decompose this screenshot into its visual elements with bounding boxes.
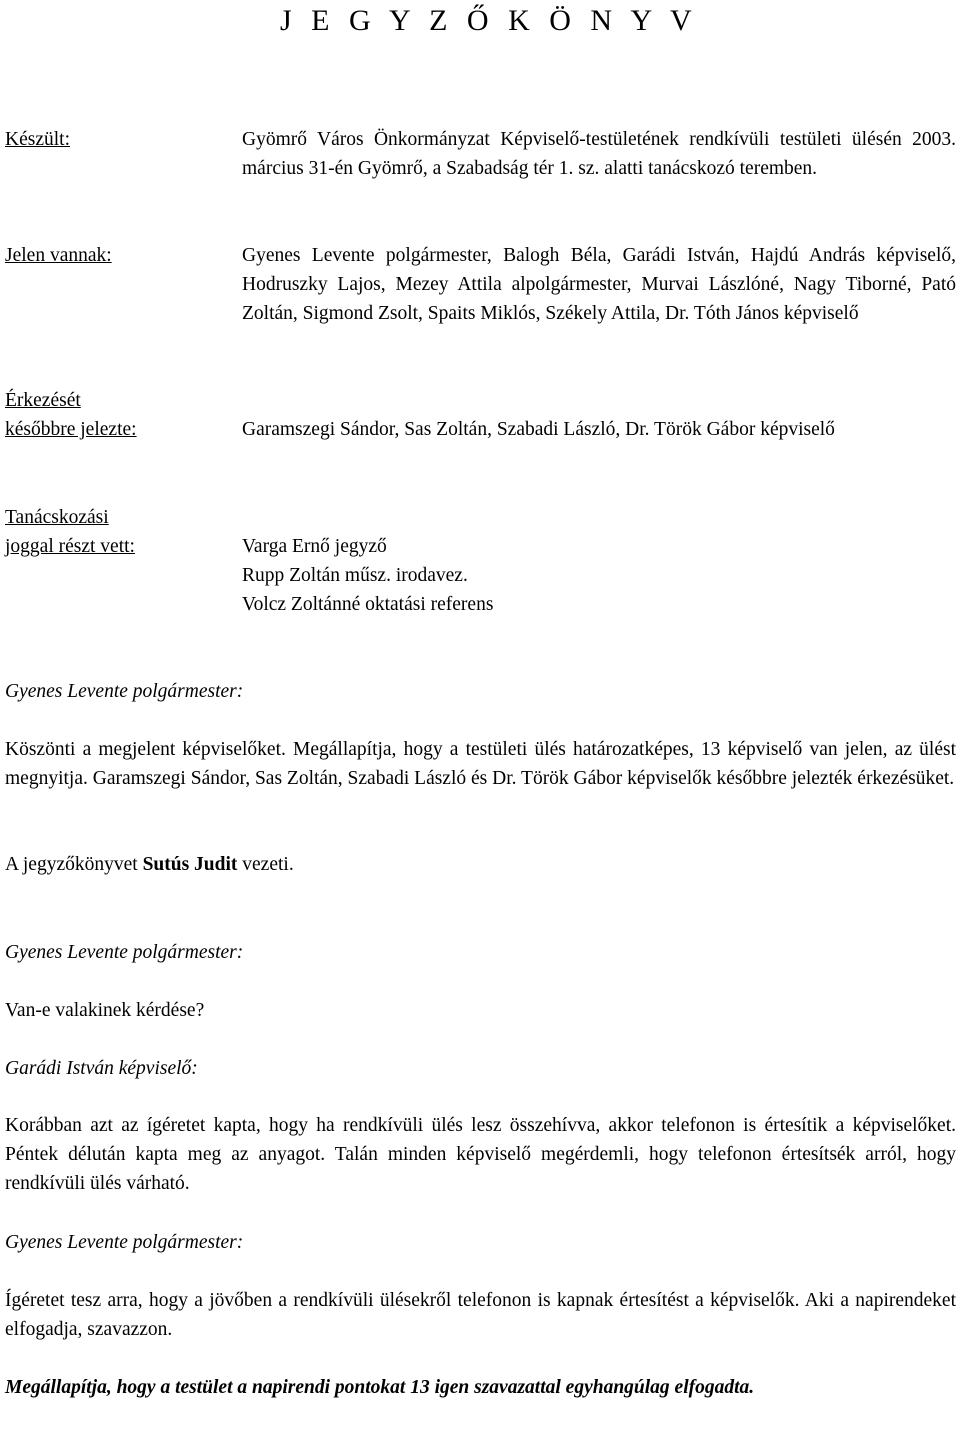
- tanacs-label-1: Tanácskozási: [5, 507, 109, 528]
- erkezes-label-1: Érkezését: [5, 390, 81, 411]
- document-title: J E G Y Z Ő K Ö N Y V: [280, 4, 698, 37]
- speaker-heading: Gyenes Levente polgármester:: [5, 1232, 244, 1253]
- jelen-label: Jelen vannak:: [5, 245, 112, 266]
- recorder-prefix: A jegyzőkönyvet: [5, 854, 143, 875]
- paragraph: Köszönti a megjelent képviselőket. Megállapítja, hogy a testületi ülés határozatképes, 13 képviselő van jelen, az ülést megnyitja. Garamszegi Sándor, Sas Zoltán, Szabadi László és Dr. Török Gábor képviselők későbbre jelezték érkezésüket.: [5, 739, 956, 789]
- keszult-text: Gyömrő Város Önkormányzat Képviselő-testületének rendkívüli testületi ülésén 2003. március 31-én Gyömrő, a Szabadság tér 1. sz. alatti tanácskozó teremben.: [242, 129, 956, 179]
- recorder-name: Sutús Judit: [142, 854, 238, 875]
- speaker-heading: Garádi István képviselő:: [5, 1058, 198, 1079]
- speaker-heading: Gyenes Levente polgármester:: [5, 681, 244, 702]
- tanacs-line: Varga Ernő jegyző: [242, 536, 387, 557]
- tanacs-label-2: joggal részt vett:: [5, 536, 135, 557]
- recorder-line: [5, 850, 956, 879]
- speaker-heading: Gyenes Levente polgármester:: [5, 942, 244, 963]
- erkezes-label-2: későbbre jelezte:: [5, 419, 137, 440]
- paragraph: Ígéretet tesz arra, hogy a jövőben a rendkívüli ülésekről telefonon is kapnak értesítést a képviselők. Aki a napirendeket elfogadja, szavazzon.: [5, 1290, 956, 1340]
- tanacs-line: Volcz Zoltánné oktatási referens: [242, 594, 494, 615]
- recorder-suffix: vezeti.: [237, 854, 294, 875]
- resolution-text: Megállapítja, hogy a testület a napirendi pontokat 13 igen szavazattal egyhangúlag elfogadta.: [5, 1377, 755, 1398]
- paragraph: Korábban azt az ígéretet kapta, hogy ha rendkívüli ülés lesz összehívva, akkor telefonon is értesítik a képviselőket. Péntek délután kapta meg az anyagot. Talán minden képviselő megérdemli, hogy telefonon értesítsék arról, hogy rendkívüli ülés várható.: [5, 1115, 956, 1194]
- jelen-text: Gyenes Levente polgármester, Balogh Béla, Garádi István, Hajdú András képviselő, Hodruszky Lajos, Mezey Attila alpolgármester, Murvai Lászlóné, Nagy Tiborné, Pató Zoltán, Sigmond Zsolt, Spaits Miklós, Székely Attila, Dr. Tóth János képviselő: [242, 245, 956, 324]
- tanacs-line: Rupp Zoltán műsz. irodavez.: [242, 565, 468, 586]
- tanacs-list: [242, 532, 956, 619]
- keszult-label: Készült:: [5, 129, 70, 150]
- paragraph: Van-e valakinek kérdése?: [5, 1000, 205, 1021]
- erkezes-text: Garamszegi Sándor, Sas Zoltán, Szabadi László, Dr. Török Gábor képviselő: [242, 419, 835, 440]
